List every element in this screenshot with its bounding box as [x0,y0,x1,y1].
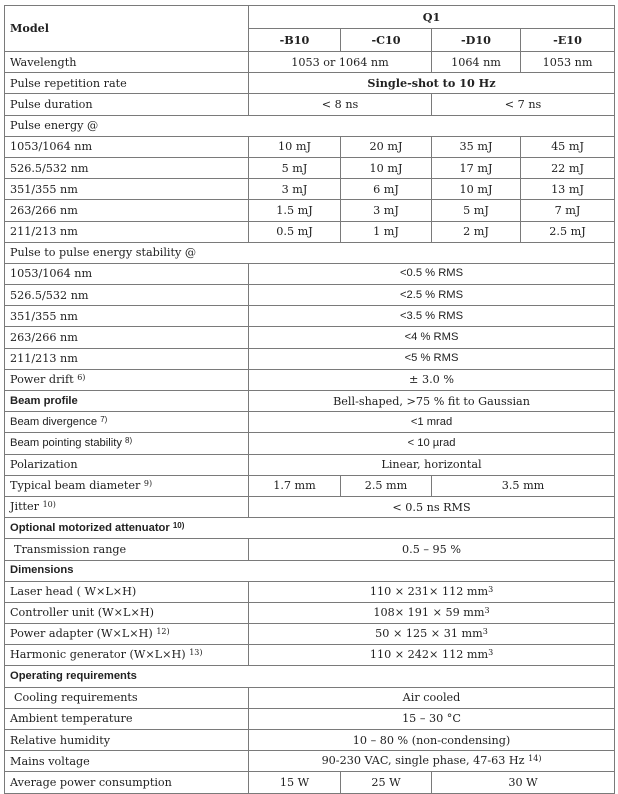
cell-value: Air cooled [249,687,615,708]
table-row [5,560,615,581]
table-row [5,200,615,221]
row-label [5,369,249,390]
table-row [5,285,615,306]
footnote-mark: 10) [172,520,185,530]
cell-value: 20 mJ [341,136,432,157]
row-label: 526.5/532 nm [5,285,249,306]
row-label-text: Typical beam diameter [10,478,141,492]
row-label-text: Power drift [10,372,74,386]
row-label: Mains voltage [5,751,249,772]
cell-value: 3 mJ [249,179,341,200]
cell-value [249,751,615,772]
row-label: 351/355 nm [5,306,249,327]
cell-value: < 7 ns [432,94,615,115]
cell-value: < 10 µrad [249,433,615,454]
footnote-mark: 8) [125,435,133,445]
footnote-mark: 10) [42,500,56,510]
row-label [5,624,249,645]
row-label: Pulse repetition rate [5,73,249,94]
table-row [5,454,615,475]
row-label: Polarization [5,454,249,475]
row-label: Controller unit (W×L×H) [5,602,249,623]
model-group: Q1 [249,6,615,29]
row-label: 211/213 nm [5,221,249,242]
cell-value: < 0.5 ns RMS [249,496,615,517]
row-label: 526.5/532 nm [5,157,249,178]
cell-value: 7 mJ [521,200,615,221]
cell-value: <4 % RMS [249,327,615,348]
cell-value: 10 – 80 % (non-condensing) [249,730,615,751]
cell-value: <0.5 % RMS [249,263,615,284]
footnote-mark: 6) [77,372,86,382]
row-label [5,496,249,517]
cell-value: 45 mJ [521,136,615,157]
cell-value: 10 mJ [249,136,341,157]
cell-value [249,581,615,602]
row-label: Laser head ( W×L×H) [5,581,249,602]
footnote-mark: 7) [100,414,108,424]
cell-value [249,602,615,623]
cell-value: 1.5 mJ [249,200,341,221]
spec-table [4,5,615,794]
row-label-text: Beam divergence [10,415,98,428]
cell-value: 1064 nm [432,52,521,73]
cell-value: 15 – 30 °C [249,708,615,729]
cell-value: < 8 ns [249,94,432,115]
table-row [5,136,615,157]
table-row [5,518,615,539]
table-row [5,348,615,369]
footnote-mark: 12) [156,627,170,637]
table-row [5,433,615,454]
cell-value: 2.5 mm [341,475,432,496]
cell-value: 22 mJ [521,157,615,178]
cell-value: 1053 or 1064 nm [249,52,432,73]
variant-b10: -B10 [249,29,341,52]
cell-value: 15 W [249,772,341,793]
row-label-text: Jitter [10,500,40,514]
table-row [5,666,615,687]
row-label: Pulse duration [5,94,249,115]
row-label: Beam profile [5,391,249,412]
cell-value: <5 % RMS [249,348,615,369]
table-row [5,496,615,517]
table-row [5,306,615,327]
row-label-text: Harmonic generator (W×L×H) [10,648,186,662]
cell-value: Linear, horizontal [249,454,615,475]
section-label-text: Optional motorized attenuator [10,521,170,534]
section-label: Pulse energy @ [5,115,615,136]
table-row [5,115,615,136]
cell-value: 3.5 mm [432,475,615,496]
cell-value: 10 mJ [341,157,432,178]
row-label: 1053/1064 nm [5,263,249,284]
row-label: Transmission range [5,539,249,560]
row-label: 351/355 nm [5,179,249,200]
cell-value: <2.5 % RMS [249,285,615,306]
table-row [5,687,615,708]
cell-value: 13 mJ [521,179,615,200]
variant-d10: -D10 [432,29,521,52]
cell-value: 10 mJ [432,179,521,200]
footnote-mark: 13) [189,648,203,658]
unit-exponent: 3 [488,584,494,594]
cell-value: 25 W [341,772,432,793]
unit-exponent: 3 [484,605,490,615]
table-row [5,369,615,390]
cell-value: 3 mJ [341,200,432,221]
table-row [5,242,615,263]
row-label [5,412,249,433]
footnote-mark: 14) [528,754,542,764]
cell-value: 0.5 mJ [249,221,341,242]
table-row [5,179,615,200]
table-row [5,772,615,793]
table-row [5,327,615,348]
cell-value: 5 mJ [432,200,521,221]
row-label [5,433,249,454]
cell-value: Bell-shaped, >75 % fit to Gaussian [249,391,615,412]
table-row [5,391,615,412]
table-row [5,602,615,623]
row-label-text: Beam pointing stability [10,436,122,449]
cell-value: 1053 nm [521,52,615,73]
cell-value: 35 mJ [432,136,521,157]
table-header-row [5,6,615,29]
table-row [5,412,615,433]
table-row [5,157,615,178]
row-label: Ambient temperature [5,708,249,729]
cell-value: 1.7 mm [249,475,341,496]
footnote-mark: 9) [143,478,153,488]
cell-value: <3.5 % RMS [249,306,615,327]
row-label: 211/213 nm [5,348,249,369]
table-row [5,539,615,560]
table-row [5,581,615,602]
cell-value: 5 mJ [249,157,341,178]
table-row [5,73,615,94]
cell-value: 6 mJ [341,179,432,200]
row-label: Cooling requirements [5,687,249,708]
cell-value-text: 50 × 125 × 31 mm [375,627,483,641]
row-label: Relative humidity [5,730,249,751]
row-label: 263/266 nm [5,200,249,221]
cell-value-text: 110 × 231× 112 mm [369,584,489,598]
table-row [5,751,615,772]
table-row [5,94,615,115]
cell-value: 17 mJ [432,157,521,178]
row-label: Average power consumption [5,772,249,793]
cell-value: 0.5 – 95 % [249,539,615,560]
cell-value: 2.5 mJ [521,221,615,242]
cell-value: <1 mrad [249,412,615,433]
section-label: Operating requirements [5,666,615,687]
table-row [5,708,615,729]
model-label: Model [5,6,249,52]
cell-value: 30 W [432,772,615,793]
section-label: Pulse to pulse energy stability @ [5,242,615,263]
cell-value: 1 mJ [341,221,432,242]
table-row [5,730,615,751]
variant-c10: -C10 [341,29,432,52]
table-row [5,624,615,645]
row-label [5,475,249,496]
cell-value-text: 90-230 VAC, single phase, 47-63 Hz [321,754,525,768]
row-label: Wavelength [5,52,249,73]
cell-value [249,645,615,666]
cell-value [249,624,615,645]
cell-value-text: 108× 191 × 59 mm [373,605,485,619]
row-label: 1053/1064 nm [5,136,249,157]
unit-exponent: 3 [488,648,494,658]
table-row [5,475,615,496]
table-row [5,221,615,242]
variant-e10: -E10 [521,29,615,52]
cell-value-text: 110 × 242× 112 mm [369,648,489,662]
table-row [5,645,615,666]
cell-value: 2 mJ [432,221,521,242]
section-label: Dimensions [5,560,615,581]
cell-value: Single-shot to 10 Hz [249,73,615,94]
table-row [5,52,615,73]
section-label [5,518,615,539]
table-row [5,263,615,284]
unit-exponent: 3 [482,627,488,637]
row-label: 263/266 nm [5,327,249,348]
cell-value: ± 3.0 % [249,369,615,390]
row-label-text: Power adapter (W×L×H) [10,627,153,641]
row-label [5,645,249,666]
